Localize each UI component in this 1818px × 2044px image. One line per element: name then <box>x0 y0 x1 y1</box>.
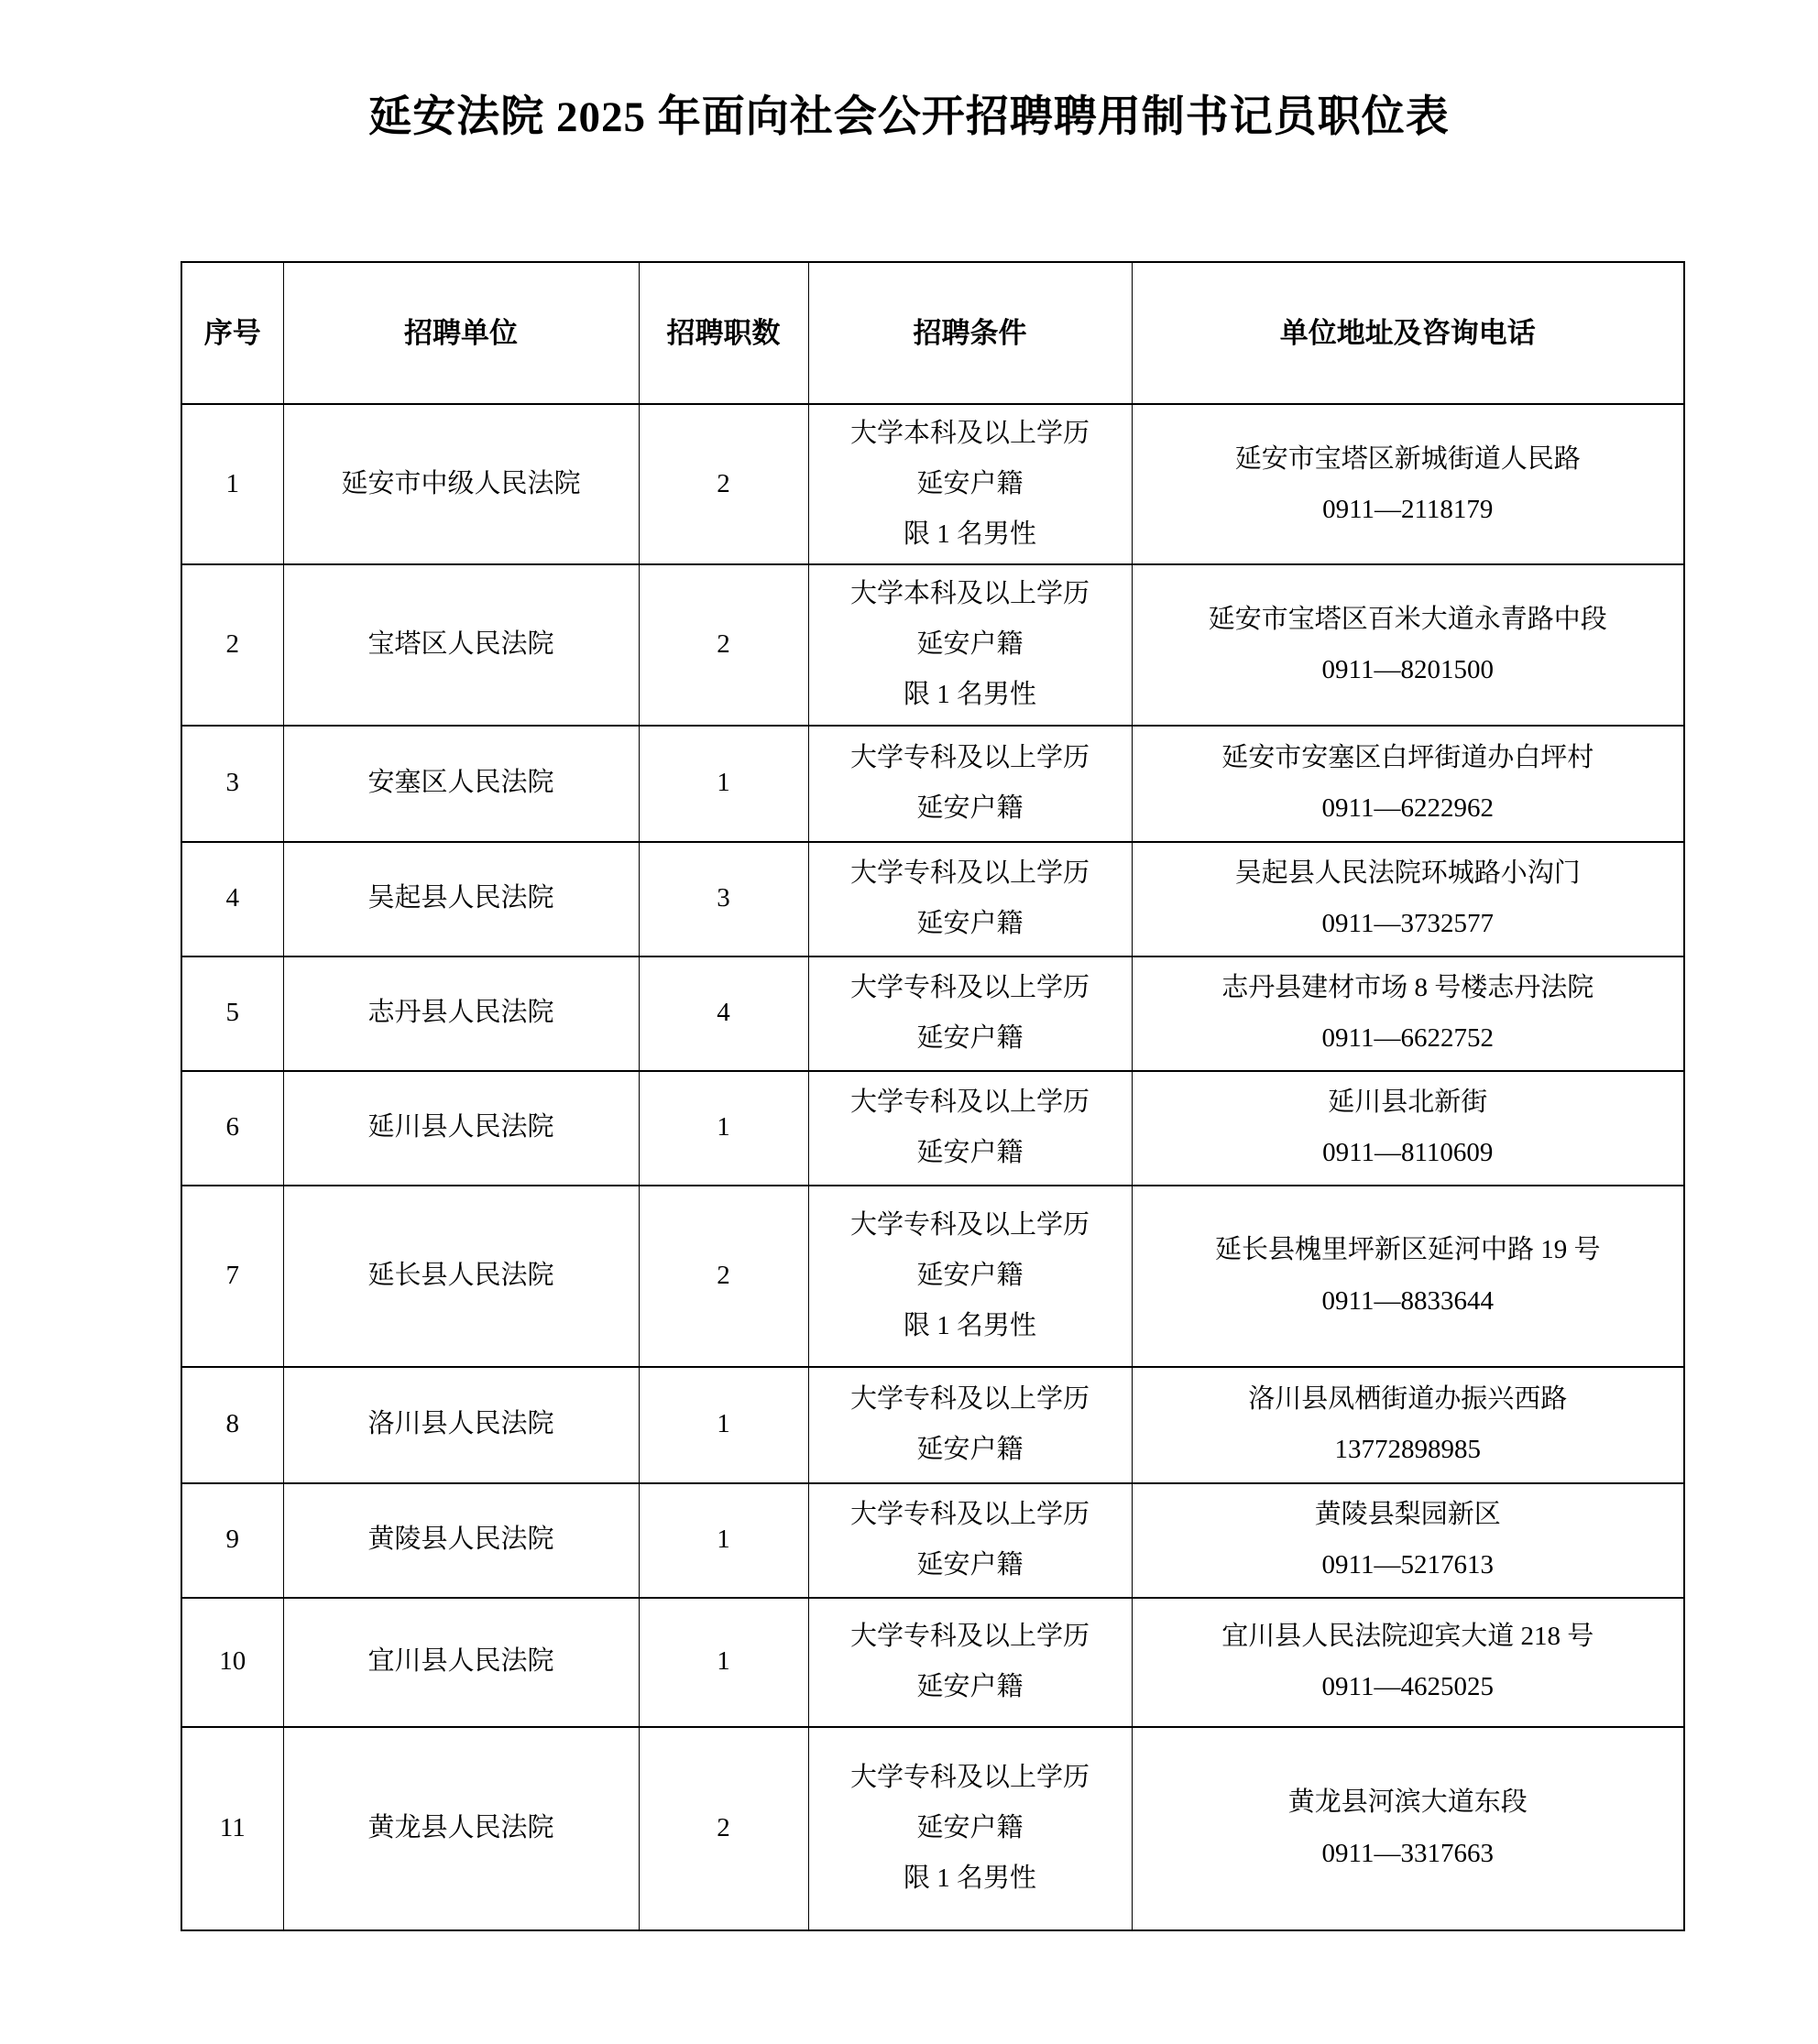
address-line: 洛川县凤栖街道办振兴西路 <box>1248 1383 1568 1414</box>
cell-address <box>1132 1367 1684 1483</box>
condition-line: 大学专科及以上学历 <box>849 972 1090 1002</box>
header-count: 招聘职数 <box>639 262 808 404</box>
condition-line: 大学专科及以上学历 <box>849 1383 1090 1414</box>
cell-address <box>1132 1727 1684 1930</box>
table-header-row <box>181 262 1684 404</box>
table-row <box>181 726 1684 842</box>
condition-line: 大学本科及以上学历 <box>849 579 1090 609</box>
cell-conditions <box>808 956 1132 1071</box>
header-address: 单位地址及咨询电话 <box>1132 262 1684 404</box>
cell-unit: 吴起县人民法院 <box>283 842 639 956</box>
condition-line: 大学专科及以上学历 <box>849 1621 1090 1651</box>
phone-line: 0911—4625025 <box>1321 1672 1494 1702</box>
phone-line: 0911—3732577 <box>1321 909 1494 939</box>
cell-count: 2 <box>639 1727 808 1930</box>
condition-line: 大学本科及以上学历 <box>849 419 1090 448</box>
condition-line: 延安户籍 <box>916 1023 1024 1054</box>
address-line: 延川县北新街 <box>1328 1087 1488 1117</box>
cell-unit: 黄陵县人民法院 <box>283 1483 639 1598</box>
cell-conditions <box>808 404 1132 564</box>
condition-line: 延安户籍 <box>916 793 1024 824</box>
address-line: 黄陵县梨园新区 <box>1314 1499 1501 1529</box>
cell-count: 1 <box>639 1483 808 1598</box>
phone-line: 0911—8110609 <box>1322 1138 1494 1168</box>
cell-address <box>1132 842 1684 956</box>
phone-line: 0911—8201500 <box>1321 654 1494 684</box>
cell-unit: 安塞区人民法院 <box>283 726 639 842</box>
address-line: 延长县槐里坪新区延河中路 19 号 <box>1214 1235 1601 1265</box>
condition-line: 大学专科及以上学历 <box>849 858 1090 888</box>
cell-conditions <box>808 564 1132 725</box>
cell-seq-no: 10 <box>181 1598 283 1727</box>
cell-unit: 延川县人民法院 <box>283 1071 639 1186</box>
cell-count: 1 <box>639 1071 808 1186</box>
cell-seq-no: 2 <box>181 564 283 725</box>
cell-count: 1 <box>639 1598 808 1727</box>
cell-count: 4 <box>639 956 808 1071</box>
condition-line: 延安户籍 <box>916 1435 1024 1465</box>
condition-line: 延安户籍 <box>916 1138 1024 1168</box>
cell-seq-no: 3 <box>181 726 283 842</box>
cell-conditions <box>808 1186 1132 1367</box>
cell-unit: 延安市中级人民法院 <box>283 404 639 564</box>
cell-conditions <box>808 1598 1132 1727</box>
table-row <box>181 1367 1684 1483</box>
cell-conditions <box>808 726 1132 842</box>
condition-line: 延安户籍 <box>916 909 1024 939</box>
condition-line: 限 1 名男性 <box>903 1864 1036 1894</box>
address-line: 黄龙县河滨大道东段 <box>1287 1787 1528 1818</box>
cell-count: 1 <box>639 726 808 842</box>
condition-line: 大学专科及以上学历 <box>849 742 1090 772</box>
cell-unit: 延长县人民法院 <box>283 1186 639 1367</box>
cell-count: 1 <box>639 1367 808 1483</box>
table-row <box>181 1598 1684 1727</box>
condition-line: 大学专科及以上学历 <box>849 1209 1090 1240</box>
condition-line: 大学专科及以上学历 <box>849 1087 1090 1117</box>
phone-line: 0911—3317663 <box>1321 1838 1494 1868</box>
cell-seq-no: 8 <box>181 1367 283 1483</box>
address-line: 宜川县人民法院迎宾大道 218 号 <box>1221 1621 1594 1651</box>
address-line: 志丹县建材市场 8 号楼志丹法院 <box>1221 972 1594 1002</box>
cell-conditions <box>808 1071 1132 1186</box>
cell-conditions <box>808 1483 1132 1598</box>
table-row <box>181 956 1684 1071</box>
header-seq-no: 序号 <box>181 262 283 404</box>
cell-seq-no: 4 <box>181 842 283 956</box>
condition-line: 限 1 名男性 <box>903 1311 1036 1341</box>
cell-unit: 志丹县人民法院 <box>283 956 639 1071</box>
table-row <box>181 1727 1684 1930</box>
condition-line: 延安户籍 <box>916 1550 1024 1580</box>
cell-unit: 黄龙县人民法院 <box>283 1727 639 1930</box>
address-line: 延安市安塞区白坪街道办白坪村 <box>1221 742 1594 772</box>
cell-address <box>1132 726 1684 842</box>
phone-line: 13772898985 <box>1334 1435 1481 1465</box>
cell-unit: 宜川县人民法院 <box>283 1598 639 1727</box>
address-line: 吴起县人民法院环城路小沟门 <box>1234 858 1581 888</box>
cell-count: 2 <box>639 404 808 564</box>
address-line: 延安市宝塔区新城街道人民路 <box>1234 443 1581 474</box>
table-body <box>181 404 1684 1930</box>
phone-line: 0911—5217613 <box>1321 1550 1494 1580</box>
cell-count: 2 <box>639 564 808 725</box>
condition-line: 延安户籍 <box>916 469 1024 499</box>
table-row <box>181 842 1684 956</box>
table-row <box>181 1483 1684 1598</box>
cell-conditions <box>808 1727 1132 1930</box>
table-row <box>181 1071 1684 1186</box>
table-row <box>181 564 1684 725</box>
cell-unit: 洛川县人民法院 <box>283 1367 639 1483</box>
table-row <box>181 1186 1684 1367</box>
cell-address <box>1132 1071 1684 1186</box>
cell-count: 3 <box>639 842 808 956</box>
condition-line: 延安户籍 <box>916 629 1024 660</box>
cell-address <box>1132 404 1684 564</box>
cell-conditions <box>808 842 1132 956</box>
cell-address <box>1132 1186 1684 1367</box>
cell-address <box>1132 1483 1684 1598</box>
phone-line: 0911—6222962 <box>1321 793 1494 824</box>
cell-address <box>1132 956 1684 1071</box>
condition-line: 限 1 名男性 <box>903 519 1036 550</box>
header-conditions: 招聘条件 <box>808 262 1132 404</box>
condition-line: 延安户籍 <box>916 1672 1024 1702</box>
cell-seq-no: 9 <box>181 1483 283 1598</box>
cell-seq-no: 1 <box>181 404 283 564</box>
cell-seq-no: 11 <box>181 1727 283 1930</box>
address-line: 延安市宝塔区百米大道永青路中段 <box>1208 604 1607 634</box>
cell-count: 2 <box>639 1186 808 1367</box>
job-table <box>181 261 1685 1931</box>
header-unit: 招聘单位 <box>283 262 639 404</box>
cell-conditions <box>808 1367 1132 1483</box>
condition-line: 延安户籍 <box>916 1261 1024 1291</box>
phone-line: 0911—8833644 <box>1321 1285 1494 1316</box>
cell-address <box>1132 1598 1684 1727</box>
table-row <box>181 404 1684 564</box>
cell-address <box>1132 564 1684 725</box>
condition-line: 延安户籍 <box>916 1813 1024 1843</box>
page-title: 延安法院 2025 年面向社会公开招聘聘用制书记员职位表 <box>368 93 1450 141</box>
phone-line: 0911—6622752 <box>1321 1023 1494 1054</box>
phone-line: 0911—2118179 <box>1322 494 1494 524</box>
condition-line: 大学专科及以上学历 <box>849 1762 1090 1792</box>
cell-seq-no: 6 <box>181 1071 283 1186</box>
cell-seq-no: 5 <box>181 956 283 1071</box>
condition-line: 限 1 名男性 <box>903 680 1036 710</box>
condition-line: 大学专科及以上学历 <box>849 1499 1090 1529</box>
cell-seq-no: 7 <box>181 1186 283 1367</box>
cell-unit: 宝塔区人民法院 <box>283 564 639 725</box>
